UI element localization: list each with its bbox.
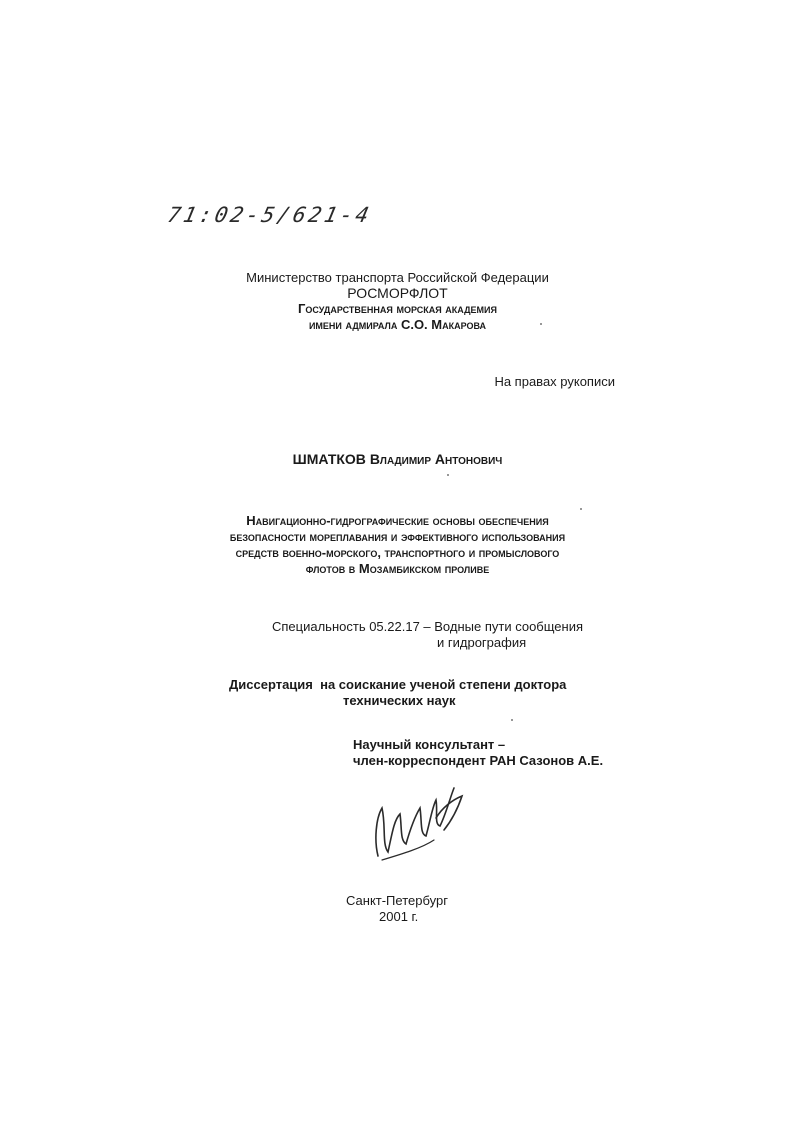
academy-line-1: Государственная морская академия [298,301,497,316]
scan-speck [447,474,449,476]
city: Санкт-Петербург [346,893,448,908]
signature-image [372,778,467,868]
dissertation-line-2: технических наук [343,693,456,708]
consultant-line-2: член-корреспондент РАН Сазонов А.Е. [353,753,604,768]
manuscript-rights: На правах рукописи [494,374,615,389]
year: 2001 г. [379,909,419,924]
scan-speck [511,719,513,721]
dissertation-line-1: Диссертация на соискание ученой степени доктора [229,677,567,692]
archive-code-handwritten: 71:02-5/621-4 [165,203,374,227]
agency-line: РОСМОРФЛОТ [347,285,448,301]
ministry-line: Министерство транспорта Российской Федерации [246,270,549,285]
title-line-1: Навигационно-гидрографические основы обеспечения [246,513,549,528]
academy-line-2: имени адмирала С.О. Макарова [308,317,487,332]
consultant-line-1: Научный консультант – [353,737,506,752]
scan-speck [580,508,582,510]
author-surname: ШМАТКОВ [292,451,366,467]
scan-speck [540,323,542,325]
author-given-names: Владимир Антонович [369,451,503,467]
title-line-2: безопасности мореплавания и эффективного использования [229,529,566,544]
author-name [0,451,795,467]
title-line-3: средств военно-морского, транспортного и промыслового [235,545,560,560]
specialty-line-1: Специальность 05.22.17 – Водные пути сообщения [272,619,584,634]
title-line-4: флотов в Мозамбикском проливе [305,561,490,576]
specialty-line-2: и гидрография [437,635,527,650]
